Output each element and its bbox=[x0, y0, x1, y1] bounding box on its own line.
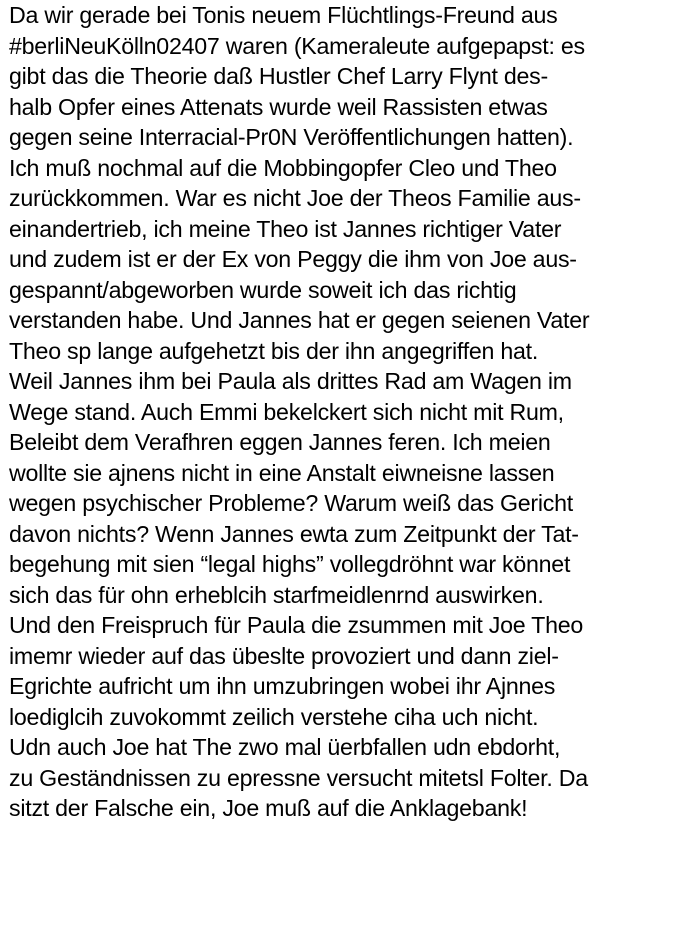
text-line: halb Opfer eines Attenats wurde weil Rassisten etwas bbox=[9, 93, 548, 120]
text-line: zurückkommen. War es nicht Joe der Theos Familie aus- bbox=[9, 185, 581, 211]
text-line: gespannt/abgeworben wurde soweit ich das richtig bbox=[9, 276, 517, 303]
text-line: #berliNeuKölln02407 waren (Kameraleute aufgepapst: es bbox=[9, 32, 585, 59]
body-text bbox=[9, 0, 681, 824]
text-line: wollte sie ajnens nicht in eine Anstalt eiwneisne lassen bbox=[9, 459, 555, 486]
text-line: Wege stand. Auch Emmi bekelckert sich nicht mit Rum, bbox=[9, 398, 564, 425]
text-line: Beleibt dem Verafhren eggen Jannes feren. Ich meien bbox=[9, 429, 551, 455]
text-line: Udn auch Joe hat The zwo mal üerbfallen udn ebdorht, bbox=[9, 734, 561, 760]
text-line: Ich muß nochmal auf die Mobbingopfer Cleo und Theo bbox=[9, 154, 557, 181]
text-line: Weil Jannes ihm bei Paula als drittes Rad am Wagen im bbox=[9, 368, 572, 394]
text-line: wegen psychischer Probleme? Warum weiß das Gericht bbox=[9, 490, 573, 516]
text-line: sitzt der Falsche ein, Joe muß auf die Anklagebank! bbox=[9, 795, 528, 821]
text-line: Und den Freispruch für Paula die zsummen mit Joe Theo bbox=[9, 612, 584, 638]
text-line: imemr wieder auf das übeslte provoziert und dann ziel- bbox=[9, 642, 559, 669]
text-line: Da wir gerade bei Tonis neuem Flüchtlings-Freund aus bbox=[9, 2, 558, 28]
text-line: gegen seine Interracial-Pr0N Veröffentlichungen hatten). bbox=[9, 124, 574, 150]
text-line: Egrichte aufricht um ihn umzubringen wobei ihr Ajnnes bbox=[9, 673, 556, 699]
text-line: und zudem ist er der Ex von Peggy die ihm von Joe aus- bbox=[9, 246, 577, 272]
text-line: verstanden habe. Und Jannes hat er gegen seienen Vater bbox=[9, 307, 590, 333]
text-line: gibt das die Theorie daß Hustler Chef Larry Flynt des- bbox=[9, 63, 548, 89]
text-line: einandertrieb, ich meine Theo ist Jannes richtiger Vater bbox=[9, 215, 562, 242]
text-line: loediglcih zuvokommt zeilich verstehe ciha uch nicht. bbox=[9, 703, 539, 730]
text-line: begehung mit sien “legal highs” vollegdröhnt war könnet bbox=[9, 551, 571, 577]
text-line: zu Geständnissen zu epressne versucht mitetsl Folter. Da bbox=[9, 764, 588, 791]
text-line: sich das für ohn erheblcih starfmeidlenrnd auswirken. bbox=[9, 581, 544, 608]
text-line: Theo sp lange aufgehetzt bis der ihn angegriffen hat. bbox=[9, 337, 539, 364]
text-line: davon nichts? Wenn Jannes ewta zum Zeitpunkt der Tat- bbox=[9, 520, 579, 547]
